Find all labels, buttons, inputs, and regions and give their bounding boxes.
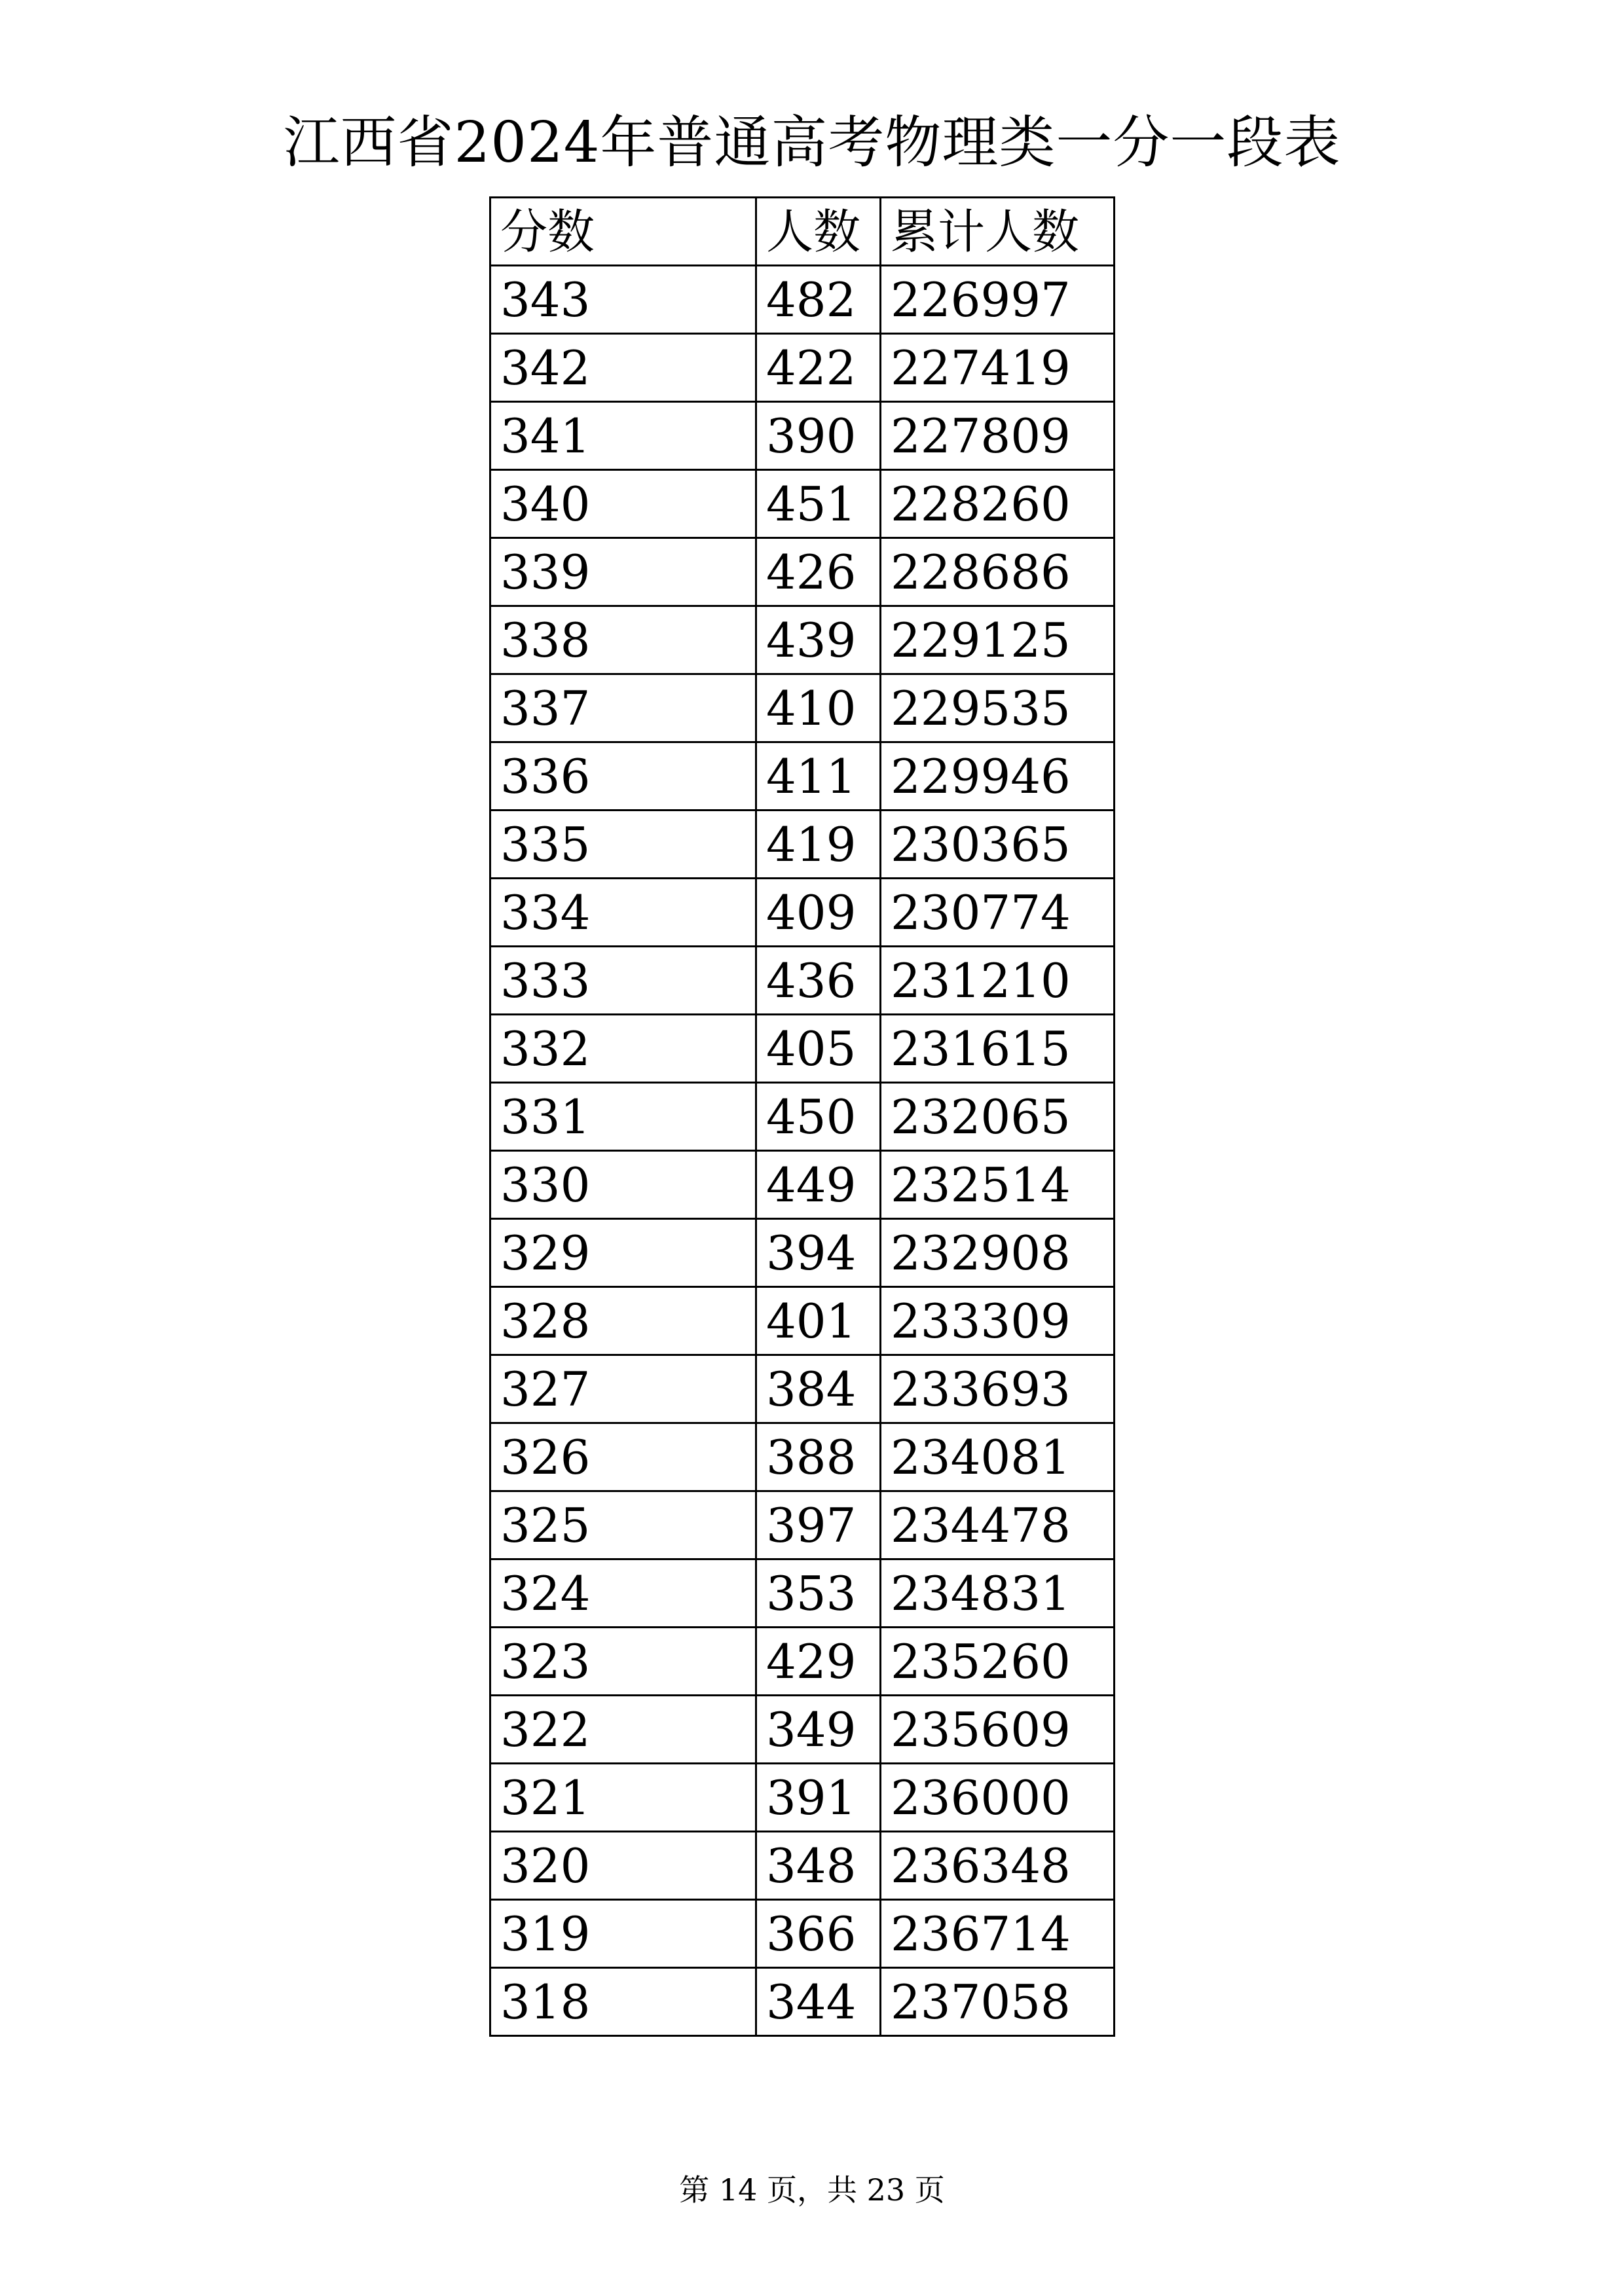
- cell-cumulative: 235260: [881, 1628, 1115, 1696]
- cell-score: 335: [490, 811, 756, 879]
- table-row: [490, 1832, 1115, 1900]
- cell-cumulative: 228260: [881, 470, 1115, 538]
- cell-score: 342: [490, 334, 756, 402]
- cell-score: 326: [490, 1423, 756, 1491]
- cell-cumulative: 232514: [881, 1151, 1115, 1219]
- cell-score: 328: [490, 1287, 756, 1355]
- cell-cumulative: 234081: [881, 1423, 1115, 1491]
- cell-count: 439: [756, 606, 881, 674]
- cell-count: 348: [756, 1832, 881, 1900]
- table-row: [490, 538, 1115, 606]
- cell-cumulative: 229535: [881, 674, 1115, 742]
- cell-score: 324: [490, 1559, 756, 1628]
- cell-count: 409: [756, 879, 881, 947]
- cell-count: 401: [756, 1287, 881, 1355]
- cell-count: 422: [756, 334, 881, 402]
- cell-count: 411: [756, 742, 881, 811]
- cell-score: 330: [490, 1151, 756, 1219]
- table-row: [490, 947, 1115, 1015]
- cell-score: 320: [490, 1832, 756, 1900]
- cell-count: 426: [756, 538, 881, 606]
- cell-score: 340: [490, 470, 756, 538]
- cell-cumulative: 231210: [881, 947, 1115, 1015]
- cell-score: 332: [490, 1015, 756, 1083]
- cell-count: 429: [756, 1628, 881, 1696]
- cell-score: 318: [490, 1968, 756, 2036]
- table-row: [490, 1219, 1115, 1287]
- cell-score: 341: [490, 402, 756, 470]
- table-row: [490, 674, 1115, 742]
- cell-cumulative: 235609: [881, 1696, 1115, 1764]
- table-row: [490, 1287, 1115, 1355]
- table-row: [490, 1696, 1115, 1764]
- cell-count: 349: [756, 1696, 881, 1764]
- cell-cumulative: 232908: [881, 1219, 1115, 1287]
- cell-cumulative: 229946: [881, 742, 1115, 811]
- cell-score: 329: [490, 1219, 756, 1287]
- header-score: 分数: [490, 198, 756, 266]
- cell-cumulative: 233693: [881, 1355, 1115, 1423]
- cell-cumulative: 236000: [881, 1764, 1115, 1832]
- cell-cumulative: 234478: [881, 1491, 1115, 1559]
- cell-count: 344: [756, 1968, 881, 2036]
- page-footer: 第 14 页，共 23 页: [679, 2172, 945, 2208]
- cell-count: 366: [756, 1900, 881, 1968]
- table-row: [490, 266, 1115, 334]
- cell-count: 390: [756, 402, 881, 470]
- table-row: [490, 1559, 1115, 1628]
- table-row: [490, 879, 1115, 947]
- cell-cumulative: 236714: [881, 1900, 1115, 1968]
- cell-count: 482: [756, 266, 881, 334]
- cell-score: 336: [490, 742, 756, 811]
- table-row: [490, 1628, 1115, 1696]
- cell-cumulative: 227809: [881, 402, 1115, 470]
- cell-score: 321: [490, 1764, 756, 1832]
- cell-count: 410: [756, 674, 881, 742]
- table-row: [490, 1423, 1115, 1491]
- header-count: 人数: [756, 198, 881, 266]
- cell-cumulative: 230774: [881, 879, 1115, 947]
- table-row: [490, 1015, 1115, 1083]
- table-body: [490, 266, 1115, 2036]
- table-row: [490, 1491, 1115, 1559]
- cell-cumulative: 233309: [881, 1287, 1115, 1355]
- cell-score: 338: [490, 606, 756, 674]
- cell-count: 450: [756, 1083, 881, 1151]
- table-row: [490, 1355, 1115, 1423]
- cell-score: 331: [490, 1083, 756, 1151]
- cell-score: 343: [490, 266, 756, 334]
- table-row: [490, 1968, 1115, 2036]
- cell-count: 419: [756, 811, 881, 879]
- cell-count: 388: [756, 1423, 881, 1491]
- table-row: [490, 1151, 1115, 1219]
- cell-cumulative: 232065: [881, 1083, 1115, 1151]
- cell-score: 327: [490, 1355, 756, 1423]
- cell-score: 339: [490, 538, 756, 606]
- cell-cumulative: 230365: [881, 811, 1115, 879]
- cell-score: 325: [490, 1491, 756, 1559]
- table-row: [490, 1764, 1115, 1832]
- cell-cumulative: 236348: [881, 1832, 1115, 1900]
- table-row: [490, 742, 1115, 811]
- table-row: [490, 470, 1115, 538]
- cell-cumulative: 228686: [881, 538, 1115, 606]
- cell-cumulative: 237058: [881, 1968, 1115, 2036]
- cell-cumulative: 234831: [881, 1559, 1115, 1628]
- cell-score: 333: [490, 947, 756, 1015]
- table-row: [490, 334, 1115, 402]
- cell-count: 384: [756, 1355, 881, 1423]
- table-header-row: [490, 198, 1115, 266]
- cell-count: 449: [756, 1151, 881, 1219]
- cell-score: 337: [490, 674, 756, 742]
- cell-count: 451: [756, 470, 881, 538]
- cell-cumulative: 226997: [881, 266, 1115, 334]
- cell-cumulative: 227419: [881, 334, 1115, 402]
- cell-cumulative: 229125: [881, 606, 1115, 674]
- cell-count: 394: [756, 1219, 881, 1287]
- cell-count: 397: [756, 1491, 881, 1559]
- page-title: 江西省2024年普通高考物理类一分一段表: [283, 110, 1341, 175]
- table-row: [490, 606, 1115, 674]
- cell-count: 436: [756, 947, 881, 1015]
- cell-count: 353: [756, 1559, 881, 1628]
- cell-count: 405: [756, 1015, 881, 1083]
- cell-cumulative: 231615: [881, 1015, 1115, 1083]
- table-row: [490, 811, 1115, 879]
- cell-score: 323: [490, 1628, 756, 1696]
- header-cumulative: 累计人数: [881, 198, 1115, 266]
- table-row: [490, 1900, 1115, 1968]
- cell-score: 334: [490, 879, 756, 947]
- cell-count: 391: [756, 1764, 881, 1832]
- table-row: [490, 402, 1115, 470]
- cell-score: 319: [490, 1900, 756, 1968]
- table-row: [490, 1083, 1115, 1151]
- score-distribution-table: [489, 196, 1115, 2037]
- cell-score: 322: [490, 1696, 756, 1764]
